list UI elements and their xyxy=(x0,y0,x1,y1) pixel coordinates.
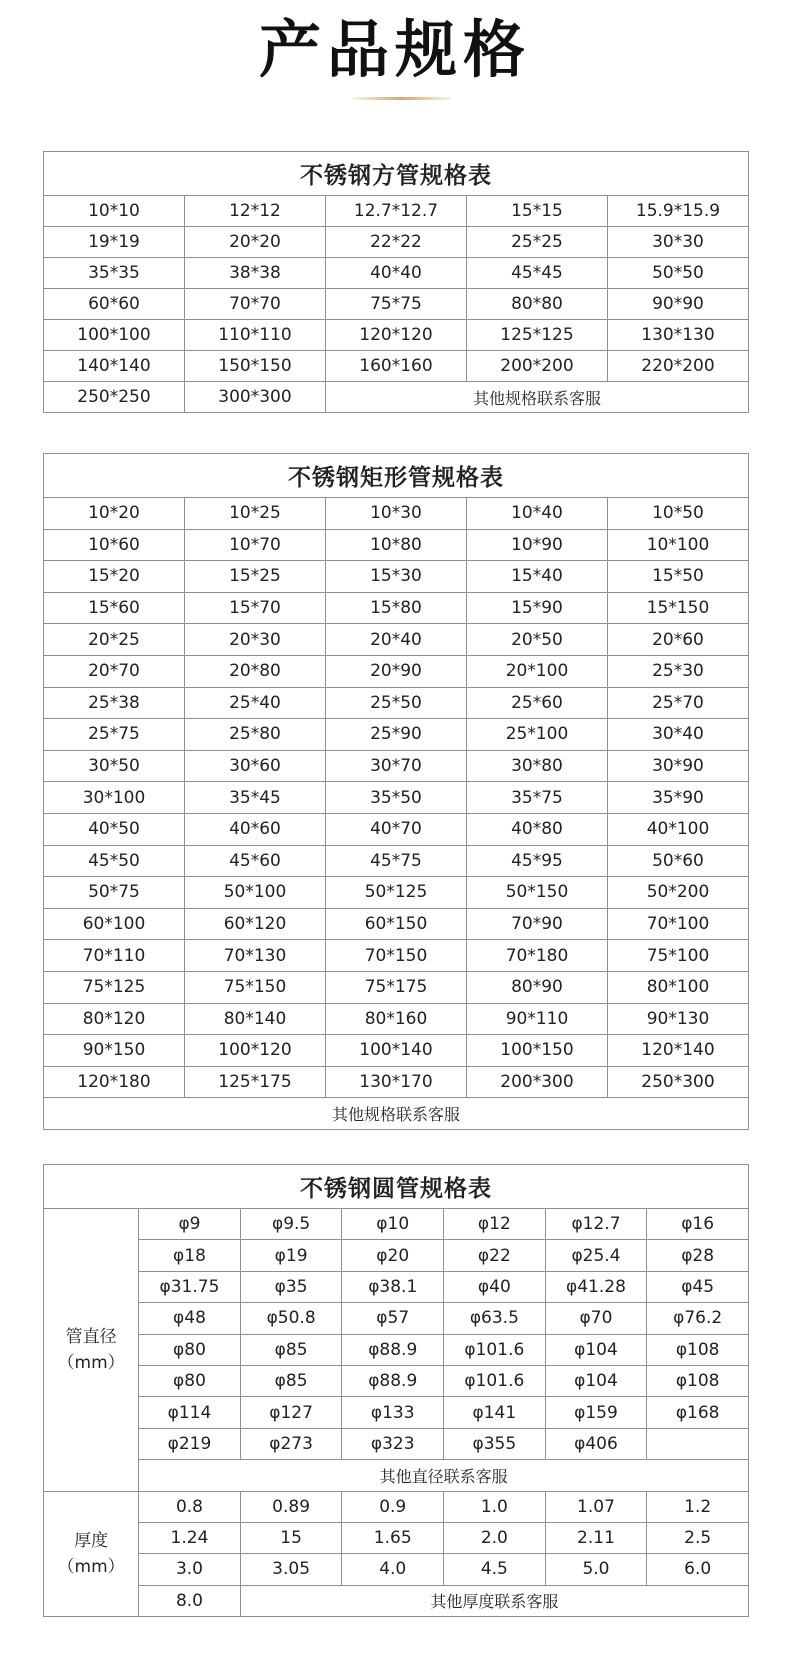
spec-cell: 30*100 xyxy=(44,782,185,814)
spec-cell: 20*100 xyxy=(467,655,608,687)
spec-cell: 15.9*15.9 xyxy=(608,196,749,227)
spec-cell: 130*170 xyxy=(326,1066,467,1098)
spec-cell: 30*40 xyxy=(608,719,749,751)
spec-cell: φ76.2 xyxy=(647,1303,749,1334)
spec-cell: 50*200 xyxy=(608,877,749,909)
table-row xyxy=(44,1522,749,1553)
spec-cell: 15*90 xyxy=(467,592,608,624)
table-row xyxy=(44,498,749,530)
spec-cell: 70*90 xyxy=(467,908,608,940)
spec-cell: φ88.9 xyxy=(342,1365,444,1396)
spec-cell: 20*50 xyxy=(467,624,608,656)
table-row xyxy=(44,1098,749,1130)
spec-cell: φ41.28 xyxy=(545,1271,647,1302)
spec-cell: φ28 xyxy=(647,1240,749,1271)
table-row xyxy=(44,908,749,940)
spec-cell: 15*25 xyxy=(185,561,326,593)
spec-cell: 45*50 xyxy=(44,845,185,877)
spec-cell: 200*200 xyxy=(467,351,608,382)
spec-cell: 60*100 xyxy=(44,908,185,940)
spec-cell: 40*50 xyxy=(44,813,185,845)
spec-cell: 90*90 xyxy=(608,289,749,320)
spec-cell: 50*125 xyxy=(326,877,467,909)
spec-cell: φ22 xyxy=(444,1240,546,1271)
spec-cell: φ16 xyxy=(647,1209,749,1240)
spec-cell: 25*80 xyxy=(185,719,326,751)
spec-cell: φ159 xyxy=(545,1397,647,1428)
spec-cell: 2.0 xyxy=(444,1522,546,1553)
diameter-row-header xyxy=(44,1209,139,1492)
spec-cell: 125*175 xyxy=(185,1066,326,1098)
spec-cell: 80*100 xyxy=(608,971,749,1003)
spec-cell: 40*40 xyxy=(326,258,467,289)
spec-cell: φ101.6 xyxy=(444,1334,546,1365)
spec-cell: φ70 xyxy=(545,1303,647,1334)
spec-cell: 160*160 xyxy=(326,351,467,382)
table-row xyxy=(44,877,749,909)
spec-cell: 25*70 xyxy=(608,687,749,719)
spec-cell: 15*60 xyxy=(44,592,185,624)
square-tube-spec-table xyxy=(43,151,749,413)
spec-cell: 120*120 xyxy=(326,320,467,351)
spec-cell: φ9.5 xyxy=(240,1209,342,1240)
table-row xyxy=(44,529,749,561)
spec-cell: 15*50 xyxy=(608,561,749,593)
diameter-label: 管直径 xyxy=(65,1326,117,1347)
contact-note: 其他规格联系客服 xyxy=(44,1098,749,1130)
table-row xyxy=(44,1066,749,1098)
table-row xyxy=(44,1397,749,1428)
spec-cell: φ50.8 xyxy=(240,1303,342,1334)
table-row xyxy=(44,1334,749,1365)
thickness-label: 厚度 xyxy=(74,1530,109,1551)
spec-cell: 200*300 xyxy=(467,1066,608,1098)
spec-cell: 5.0 xyxy=(545,1554,647,1585)
spec-cell: 100*140 xyxy=(326,1035,467,1067)
spec-cell: 12*12 xyxy=(185,196,326,227)
spec-cell: 3.05 xyxy=(240,1554,342,1585)
spec-cell: 40*70 xyxy=(326,813,467,845)
spec-cell: 35*50 xyxy=(326,782,467,814)
spec-cell: φ35 xyxy=(240,1271,342,1302)
spec-cell: 25*90 xyxy=(326,719,467,751)
spec-cell: 1.2 xyxy=(647,1491,749,1522)
spec-cell: 35*35 xyxy=(44,258,185,289)
spec-cell: 20*80 xyxy=(185,655,326,687)
spec-cell: 40*80 xyxy=(467,813,608,845)
table-row xyxy=(44,719,749,751)
table-caption-row xyxy=(44,1165,749,1209)
spec-cell: φ104 xyxy=(545,1365,647,1396)
spec-cell: 80*140 xyxy=(185,1003,326,1035)
table-row xyxy=(44,1003,749,1035)
spec-cell: 80*160 xyxy=(326,1003,467,1035)
spec-cell: φ12 xyxy=(444,1209,546,1240)
contact-note: 其他直径联系客服 xyxy=(139,1460,749,1491)
table-caption: 不锈钢圆管规格表 xyxy=(44,1165,749,1209)
table-row xyxy=(44,227,749,258)
spec-cell: φ273 xyxy=(240,1428,342,1459)
spec-cell: 25*40 xyxy=(185,687,326,719)
table-row xyxy=(44,289,749,320)
table-row xyxy=(44,351,749,382)
spec-cell: φ108 xyxy=(647,1365,749,1396)
spec-cell: φ25.4 xyxy=(545,1240,647,1271)
spec-cell: φ406 xyxy=(545,1428,647,1459)
spec-cell: 75*175 xyxy=(326,971,467,1003)
spec-cell: 1.0 xyxy=(444,1491,546,1522)
spec-cell: 140*140 xyxy=(44,351,185,382)
spec-cell: 10*40 xyxy=(467,498,608,530)
table-row xyxy=(44,592,749,624)
spec-cell: 40*60 xyxy=(185,813,326,845)
table-caption-row xyxy=(44,454,749,498)
spec-cell: φ323 xyxy=(342,1428,444,1459)
spec-cell: 25*50 xyxy=(326,687,467,719)
spec-cell: 130*130 xyxy=(608,320,749,351)
spec-cell: φ104 xyxy=(545,1334,647,1365)
spec-cell: φ133 xyxy=(342,1397,444,1428)
table-row xyxy=(44,382,749,413)
spec-cell: φ31.75 xyxy=(139,1271,241,1302)
spec-cell: φ80 xyxy=(139,1365,241,1396)
spec-cell: 0.8 xyxy=(139,1491,241,1522)
spec-cell: 12.7*12.7 xyxy=(326,196,467,227)
spec-cell: 30*80 xyxy=(467,750,608,782)
table-row xyxy=(44,1585,749,1616)
spec-cell: 120*180 xyxy=(44,1066,185,1098)
spec-cell: 80*90 xyxy=(467,971,608,1003)
table-caption: 不锈钢方管规格表 xyxy=(44,152,749,196)
spec-cell: 60*120 xyxy=(185,908,326,940)
spec-cell: 10*50 xyxy=(608,498,749,530)
spec-cell: 150*150 xyxy=(185,351,326,382)
spec-cell: 25*25 xyxy=(467,227,608,258)
table-row xyxy=(44,1460,749,1491)
table-row xyxy=(44,1240,749,1271)
spec-cell: φ141 xyxy=(444,1397,546,1428)
spec-cell: 120*140 xyxy=(608,1035,749,1067)
table-caption-row xyxy=(44,152,749,196)
table-row xyxy=(44,971,749,1003)
spec-cell: 19*19 xyxy=(44,227,185,258)
spec-cell: φ108 xyxy=(647,1334,749,1365)
spec-cell: 15*40 xyxy=(467,561,608,593)
table-row xyxy=(44,687,749,719)
spec-cell: φ127 xyxy=(240,1397,342,1428)
spec-cell: 50*150 xyxy=(467,877,608,909)
spec-cell: 90*110 xyxy=(467,1003,608,1035)
rectangular-tube-spec-table xyxy=(43,453,749,1130)
spec-cell: 20*40 xyxy=(326,624,467,656)
spec-cell: 100*120 xyxy=(185,1035,326,1067)
spec-cell: 15*70 xyxy=(185,592,326,624)
spec-cell: 25*30 xyxy=(608,655,749,687)
spec-cell: 4.0 xyxy=(342,1554,444,1585)
spec-cell: 250*250 xyxy=(44,382,185,413)
spec-cell: 0.9 xyxy=(342,1491,444,1522)
spec-cell: 75*125 xyxy=(44,971,185,1003)
spec-cell: 100*150 xyxy=(467,1035,608,1067)
table-row xyxy=(44,1491,749,1522)
spec-cell: 30*60 xyxy=(185,750,326,782)
table-row xyxy=(44,1554,749,1585)
spec-cell: φ10 xyxy=(342,1209,444,1240)
spec-cell: 10*25 xyxy=(185,498,326,530)
table-row xyxy=(44,782,749,814)
spec-cell: 15 xyxy=(240,1522,342,1553)
spec-cell: 20*25 xyxy=(44,624,185,656)
table-row xyxy=(44,655,749,687)
spec-cell: φ168 xyxy=(647,1397,749,1428)
spec-cell: 110*110 xyxy=(185,320,326,351)
spec-cell: φ80 xyxy=(139,1334,241,1365)
spec-cell: 30*50 xyxy=(44,750,185,782)
spec-cell: φ45 xyxy=(647,1271,749,1302)
spec-cell: 2.5 xyxy=(647,1522,749,1553)
spec-cell: 25*100 xyxy=(467,719,608,751)
contact-note: 其他规格联系客服 xyxy=(326,382,749,413)
spec-cell: 220*200 xyxy=(608,351,749,382)
spec-cell: 75*150 xyxy=(185,971,326,1003)
spec-cell: 60*150 xyxy=(326,908,467,940)
spec-cell: 1.07 xyxy=(545,1491,647,1522)
table-row xyxy=(44,258,749,289)
spec-cell: φ355 xyxy=(444,1428,546,1459)
spec-cell: 1.24 xyxy=(139,1522,241,1553)
spec-cell: φ114 xyxy=(139,1397,241,1428)
spec-cell: 20*70 xyxy=(44,655,185,687)
spec-cell: 45*60 xyxy=(185,845,326,877)
spec-cell: φ219 xyxy=(139,1428,241,1459)
spec-cell: 50*60 xyxy=(608,845,749,877)
spec-cell: 10*10 xyxy=(44,196,185,227)
spec-cell: 70*180 xyxy=(467,940,608,972)
spec-cell: 50*75 xyxy=(44,877,185,909)
table-row xyxy=(44,1209,749,1240)
spec-cell: 15*30 xyxy=(326,561,467,593)
table-row xyxy=(44,750,749,782)
table-row xyxy=(44,813,749,845)
spec-cell: 40*100 xyxy=(608,813,749,845)
spec-cell: 10*90 xyxy=(467,529,608,561)
spec-cell: 10*60 xyxy=(44,529,185,561)
spec-cell: 10*100 xyxy=(608,529,749,561)
spec-cell: 20*20 xyxy=(185,227,326,258)
spec-cell: 75*100 xyxy=(608,940,749,972)
spec-cell: 250*300 xyxy=(608,1066,749,1098)
table-row xyxy=(44,940,749,972)
spec-cell: φ85 xyxy=(240,1365,342,1396)
spec-cell: 30*70 xyxy=(326,750,467,782)
spec-cell: 60*60 xyxy=(44,289,185,320)
spec-cell: 35*45 xyxy=(185,782,326,814)
spec-cell: φ19 xyxy=(240,1240,342,1271)
table-row xyxy=(44,1365,749,1396)
spec-cell: 45*75 xyxy=(326,845,467,877)
spec-cell: φ12.7 xyxy=(545,1209,647,1240)
spec-cell: 10*30 xyxy=(326,498,467,530)
spec-cell: 15*80 xyxy=(326,592,467,624)
spec-cell: φ18 xyxy=(139,1240,241,1271)
spec-cell: 2.11 xyxy=(545,1522,647,1553)
spec-cell: 4.5 xyxy=(444,1554,546,1585)
spec-cell: 25*38 xyxy=(44,687,185,719)
spec-cell: 10*20 xyxy=(44,498,185,530)
spec-cell: 90*130 xyxy=(608,1003,749,1035)
spec-cell: 0.89 xyxy=(240,1491,342,1522)
spec-cell: 80*80 xyxy=(467,289,608,320)
spec-cell: 80*120 xyxy=(44,1003,185,1035)
spec-cell: φ20 xyxy=(342,1240,444,1271)
title-divider xyxy=(353,97,451,100)
spec-cell: φ85 xyxy=(240,1334,342,1365)
spec-cell: φ48 xyxy=(139,1303,241,1334)
spec-cell: 125*125 xyxy=(467,320,608,351)
spec-cell: 70*70 xyxy=(185,289,326,320)
table-row xyxy=(44,1035,749,1067)
spec-cell: 25*60 xyxy=(467,687,608,719)
spec-cell: 8.0 xyxy=(139,1585,241,1616)
spec-cell: 50*50 xyxy=(608,258,749,289)
spec-cell: 30*90 xyxy=(608,750,749,782)
spec-cell xyxy=(647,1428,749,1459)
spec-cell: 1.65 xyxy=(342,1522,444,1553)
spec-cell: 22*22 xyxy=(326,227,467,258)
spec-cell: φ57 xyxy=(342,1303,444,1334)
table-row xyxy=(44,845,749,877)
spec-cell: φ40 xyxy=(444,1271,546,1302)
spec-cell: 35*75 xyxy=(467,782,608,814)
spec-cell: 70*110 xyxy=(44,940,185,972)
unit-label: （mm） xyxy=(57,1352,125,1373)
spec-cell: 50*100 xyxy=(185,877,326,909)
spec-cell: φ88.9 xyxy=(342,1334,444,1365)
table-row xyxy=(44,624,749,656)
page-title: 产品规格 xyxy=(258,13,531,86)
spec-cell: 45*95 xyxy=(467,845,608,877)
spec-cell: 70*130 xyxy=(185,940,326,972)
spec-cell: 38*38 xyxy=(185,258,326,289)
spec-cell: 75*75 xyxy=(326,289,467,320)
spec-cell: φ9 xyxy=(139,1209,241,1240)
thickness-row-header xyxy=(44,1491,139,1617)
spec-cell: φ38.1 xyxy=(342,1271,444,1302)
spec-cell: 15*150 xyxy=(608,592,749,624)
spec-cell: 20*30 xyxy=(185,624,326,656)
table-row xyxy=(44,1271,749,1302)
table-caption: 不锈钢矩形管规格表 xyxy=(44,454,749,498)
unit-label: （mm） xyxy=(57,1556,125,1577)
spec-cell: 10*80 xyxy=(326,529,467,561)
spec-cell: 35*90 xyxy=(608,782,749,814)
spec-cell: 90*150 xyxy=(44,1035,185,1067)
spec-cell: 30*30 xyxy=(608,227,749,258)
spec-cell: 70*150 xyxy=(326,940,467,972)
spec-cell: 70*100 xyxy=(608,908,749,940)
spec-cell: 15*15 xyxy=(467,196,608,227)
table-row xyxy=(44,320,749,351)
spec-cell: 20*90 xyxy=(326,655,467,687)
table-row xyxy=(44,561,749,593)
spec-cell: φ63.5 xyxy=(444,1303,546,1334)
spec-cell: 25*75 xyxy=(44,719,185,751)
table-row xyxy=(44,196,749,227)
spec-cell: 3.0 xyxy=(139,1554,241,1585)
table-row xyxy=(44,1303,749,1334)
spec-cell: 15*20 xyxy=(44,561,185,593)
table-row xyxy=(44,1428,749,1459)
spec-cell: 10*70 xyxy=(185,529,326,561)
spec-cell: 20*60 xyxy=(608,624,749,656)
spec-cell: φ101.6 xyxy=(444,1365,546,1396)
spec-cell: 6.0 xyxy=(647,1554,749,1585)
spec-cell: 100*100 xyxy=(44,320,185,351)
round-tube-spec-table xyxy=(43,1164,749,1617)
contact-note: 其他厚度联系客服 xyxy=(240,1585,748,1616)
spec-cell: 45*45 xyxy=(467,258,608,289)
spec-cell: 300*300 xyxy=(185,382,326,413)
